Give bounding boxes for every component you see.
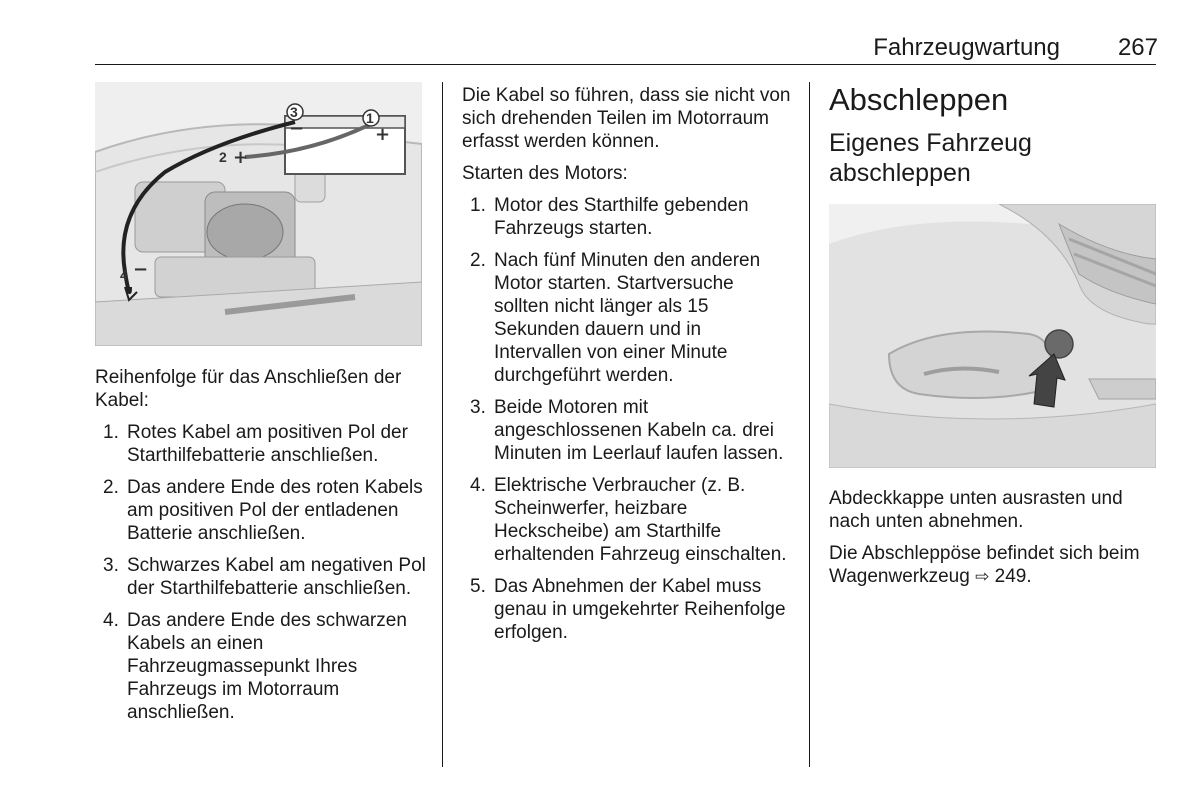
step-text: Rotes Kabel am positiven Pol der Starthilfebatterie anschließen. (127, 422, 408, 466)
chapter-title: Fahrzeugwartung (873, 34, 1060, 61)
step-number: 2. (470, 250, 486, 271)
callout-3: 3 (290, 104, 298, 120)
list-item (462, 575, 792, 644)
list-item (462, 194, 792, 240)
step-text: Beide Motoren mit angeschlossenen Kabeln ca. drei Minuten im Leerlauf laufen lassen. (494, 397, 784, 464)
minus-sign-ground: − (133, 259, 149, 280)
plus-sign-donor: + (375, 124, 391, 145)
plus-sign-discharged: + (233, 147, 249, 168)
minus-sign-donor: − (289, 118, 305, 139)
step-text: Das andere Ende des roten Kabels am positiven Pol der entladenen Batterie anschließen. (127, 477, 423, 544)
step-number: 1. (470, 195, 486, 216)
step-text: Das andere Ende des schwarzen Kabels an einen Fahrzeugmassepunkt Ihres Fahrzeugs im Motorraum anschließen. (127, 610, 407, 723)
page-number: 267 (1117, 34, 1158, 61)
step-text: Das Abnehmen der Kabel muss genau in umgekehrter Reihenfolge erfolgen. (494, 576, 786, 643)
callout-4: 4 (120, 267, 128, 283)
subsection-heading: Eigenes Fahrzeug abschleppen (829, 129, 1032, 187)
step-number: 2. (103, 477, 119, 498)
callout-2: 2 (219, 149, 227, 165)
column-divider-right (809, 82, 810, 767)
cable-routing-note: Die Kabel so führen, dass sie nicht von sich drehenden Teilen im Motorraum erfasst werden können. (462, 85, 791, 152)
list-item (462, 249, 792, 387)
step-number: 4. (103, 610, 119, 631)
step-number: 4. (470, 475, 486, 496)
cover-removal-instruction: Abdeckkappe unten ausrasten und nach unten abnehmen. (829, 488, 1123, 532)
right-column-text (829, 487, 1159, 598)
step-number: 3. (103, 555, 119, 576)
list-item (462, 474, 792, 566)
column-divider-left (442, 82, 443, 767)
engine-start-heading: Starten des Motors: (462, 163, 628, 184)
engine-start-steps-list (462, 194, 792, 644)
cable-order-intro: Reihenfolge für das Anschließen der Kabel: (95, 367, 402, 411)
page-reference-arrow-icon: ⇨ (975, 567, 990, 587)
step-text: Schwarzes Kabel am negativen Pol der Starthilfebatterie anschließen. (127, 555, 426, 599)
list-item (462, 396, 792, 465)
middle-column-text (462, 84, 792, 653)
section-heading: Abschleppen (829, 82, 1009, 117)
tow-eye-cover-illustration (829, 204, 1156, 468)
step-number: 5. (470, 576, 486, 597)
step-number: 3. (470, 397, 486, 418)
callout-1: 1 (366, 110, 374, 126)
list-item (95, 609, 430, 724)
list-item (95, 421, 430, 467)
step-text: Motor des Starthilfe gebenden Fahrzeugs starten. (494, 195, 749, 239)
tow-eye-location-note (829, 542, 1159, 589)
list-item (95, 476, 430, 545)
step-text: Elektrische Verbraucher (z. B. Scheinwerfer, heizbare Heckscheibe) am Starthilfe erhaltenden Fahrzeug einschalten. (494, 475, 787, 565)
step-text: Nach fünf Minuten den anderen Motor starten. Startversuche sollten nicht länger als 15 Sekunden dauern und in Intervallen von einer Minute durchgeführt werden. (494, 250, 761, 386)
tow-eye-location-text: Die Abschleppöse befindet sich beim Wagenwerkzeug (829, 543, 1140, 587)
list-item (95, 554, 430, 600)
right-column-headings (829, 82, 1159, 200)
header-divider (95, 64, 1156, 65)
step-number: 1. (103, 422, 119, 443)
jump-start-illustration (95, 82, 422, 346)
page-reference-link[interactable]: 249. (994, 566, 1032, 587)
left-column-text (95, 366, 430, 733)
cable-steps-list (95, 421, 430, 724)
